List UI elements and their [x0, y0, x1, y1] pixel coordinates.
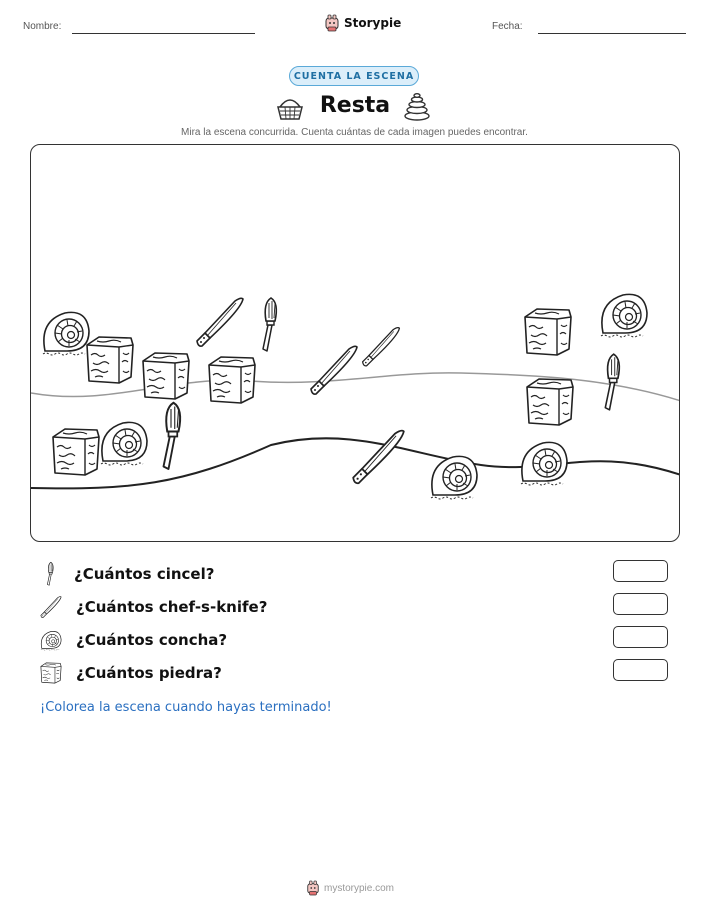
- rock-1: [87, 337, 133, 383]
- scene-illustration: [31, 145, 680, 542]
- shell-5: [521, 442, 567, 485]
- answer-box-chisel[interactable]: [613, 560, 668, 582]
- activity-badge: CUENTA LA ESCENA: [289, 66, 419, 86]
- brand-logo: [324, 14, 401, 32]
- shell-3: [101, 422, 147, 465]
- name-label: Nombre:: [23, 21, 62, 32]
- shell-icon: [40, 629, 62, 651]
- mascot-icon: [306, 880, 320, 896]
- date-field-line[interactable]: [538, 33, 686, 34]
- rock-3: [209, 357, 255, 403]
- question-text: ¿Cuántos piedra?: [76, 664, 222, 682]
- chisel-3: [164, 403, 181, 469]
- question-chisel: [40, 561, 214, 587]
- question-shell: [40, 627, 227, 653]
- rock-6: [53, 429, 99, 475]
- chef-knife-4: [353, 431, 404, 484]
- footer-url[interactable]: mystorypie.com: [324, 882, 395, 894]
- coloring-note: ¡Colorea la escena cuando hayas terminado!: [40, 700, 332, 715]
- chef-knife-1: [197, 298, 243, 346]
- question-chef-knife: [40, 594, 267, 620]
- stacked-stones-icon: [403, 92, 431, 122]
- question-text: ¿Cuántos concha?: [76, 631, 228, 649]
- shell-4: [431, 456, 477, 499]
- answer-box-rock[interactable]: [613, 659, 668, 681]
- chisel-2: [605, 354, 619, 410]
- chisel-1: [263, 298, 276, 351]
- answer-box-shell[interactable]: [613, 626, 668, 648]
- rock-4: [525, 309, 571, 355]
- chisel-icon: [40, 561, 60, 587]
- date-label: Fecha:: [492, 21, 523, 32]
- rock-5: [527, 379, 573, 425]
- answer-box-chef-knife[interactable]: [613, 593, 668, 615]
- chef-knife-icon: [40, 595, 62, 619]
- question-text: ¿Cuántos cincel?: [74, 565, 215, 583]
- page-title: Resta: [319, 93, 391, 118]
- brand-name: Storypie: [344, 16, 402, 30]
- shell-1: [43, 312, 89, 355]
- chef-knife-3: [363, 328, 400, 366]
- footer: [306, 880, 394, 896]
- shell-2: [601, 294, 647, 337]
- question-rock: [40, 660, 222, 686]
- scene-panel[interactable]: [30, 144, 680, 542]
- mascot-icon: [324, 14, 340, 32]
- name-field-line[interactable]: [72, 33, 255, 34]
- instructions: Mira la escena concurrida. Cuenta cuántas de cada imagen puedes encontrar.: [181, 127, 528, 138]
- chef-knife-2: [311, 346, 357, 394]
- question-text: ¿Cuántos chef-s-knife?: [76, 598, 268, 616]
- rock-icon: [40, 662, 62, 684]
- rock-2: [143, 353, 189, 399]
